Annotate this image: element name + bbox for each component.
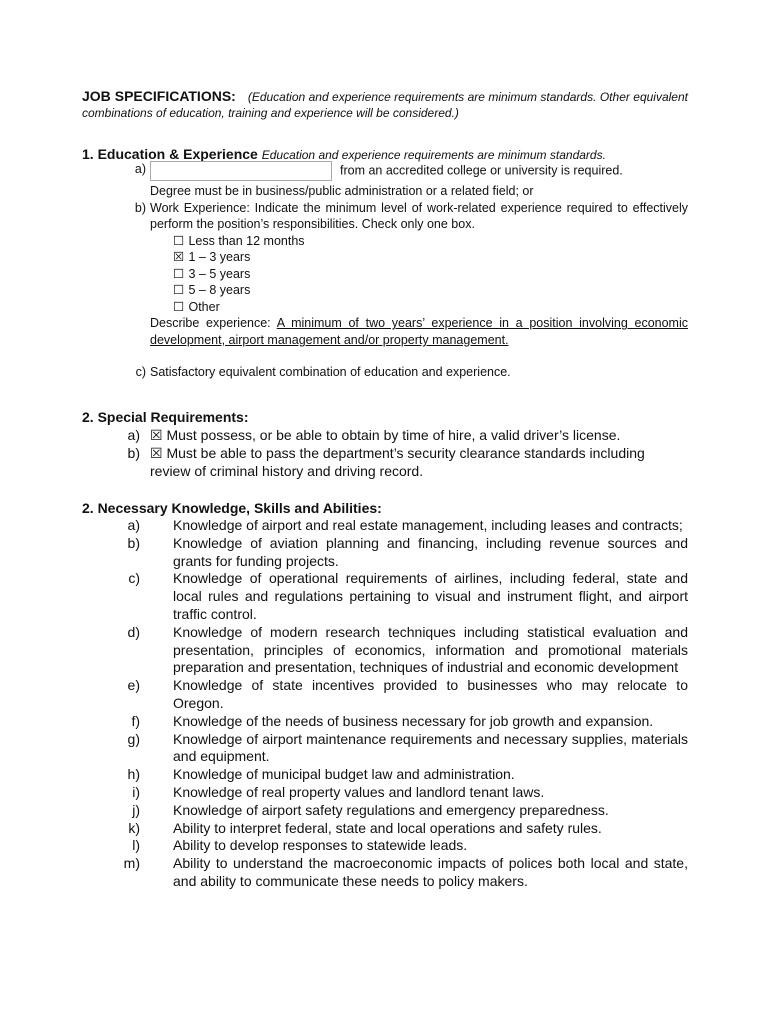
ksa-text: Knowledge of airport safety regulations and emergency preparedness. xyxy=(173,801,609,818)
checkbox-icon[interactable]: ☐ xyxy=(173,233,185,248)
checkbox-icon[interactable]: ☐ xyxy=(173,299,185,314)
header-title: JOB SPECIFICATIONS: xyxy=(82,88,236,104)
ksa-item xyxy=(82,517,688,535)
section1-title: 1. Education & Experience xyxy=(82,146,258,162)
ksa-text: Knowledge of operational requirements of airlines, including federal, state and local rules and regulations pertaining to visual and instrument flight, and airport traffic control. xyxy=(173,570,688,622)
ksa-text: Knowledge of state incentives provided to businesses who may relocate to Oregon. xyxy=(173,677,688,711)
checkbox-checked-icon[interactable]: ☒ xyxy=(173,250,185,265)
special-requirement-item xyxy=(82,444,688,480)
ksa-item xyxy=(82,731,688,767)
item-label: l) xyxy=(132,837,140,854)
ksa-item xyxy=(82,837,688,855)
item-label: b) xyxy=(127,444,140,461)
ksa-item xyxy=(82,677,688,713)
option-3-5-years[interactable] xyxy=(173,266,688,283)
item-label: e) xyxy=(127,677,140,694)
item-label: k) xyxy=(128,819,140,836)
option-other[interactable] xyxy=(173,299,688,316)
option-5-8-years[interactable] xyxy=(173,282,688,299)
ksa-item xyxy=(82,570,688,623)
education-item-b xyxy=(82,200,688,233)
item-label: b) xyxy=(127,534,140,551)
special-requirement-text: ☒ Must be able to pass the department’s security clearance standards including review of criminal history and driving record. xyxy=(150,444,645,479)
ksa-item xyxy=(82,624,688,677)
ksa-text: Ability to interpret federal, state and local operations and safety rules. xyxy=(173,819,602,836)
special-requirement-item xyxy=(82,426,688,444)
ksa-title: 2. Necessary Knowledge, Skills and Abilities: xyxy=(82,499,382,516)
ksa-item xyxy=(82,713,688,731)
ksa-item xyxy=(82,855,688,891)
section1-subtitle: Education and experience requirements are minimum standards. xyxy=(261,148,606,162)
item-label: i) xyxy=(132,783,140,800)
describe-text: A minimum of two years’ experience in a position involving economic development, airport management and/or property management. xyxy=(150,316,688,347)
item-label: c) xyxy=(135,365,146,380)
option-label: 5 – 8 years xyxy=(188,283,251,298)
header-note: (Education and experience requirements are minimum standards. Other equivalent combinations of education, training and experience will be considered.) xyxy=(82,90,688,120)
describe-experience xyxy=(82,315,688,348)
item-label: m) xyxy=(123,855,140,872)
ksa-text: Knowledge of modern research techniques including statistical evaluation and presentation, principles of economics, information and promotional materials preparation and presentation, techniques of industrial and economic development xyxy=(173,623,688,676)
checkbox-icon[interactable]: ☐ xyxy=(173,283,185,298)
option-1-3-years[interactable] xyxy=(173,249,688,266)
item-label: h) xyxy=(127,766,140,783)
option-label: Other xyxy=(188,299,220,314)
item-label: c) xyxy=(128,570,140,587)
ksa-text: Knowledge of aviation planning and financing, including revenue sources and grants for funding projects. xyxy=(173,534,688,569)
education-c-text: Satisfactory equivalent combination of education and experience. xyxy=(150,365,511,380)
education-b-text: Work Experience: Indicate the minimum level of work-related experience required to effectively perform the position’s responsibilities. Check only one box. xyxy=(150,200,688,231)
special-requirements-title: 2. Special Requirements: xyxy=(82,408,249,425)
item-label: g) xyxy=(127,730,140,747)
describe-label: Describe experience: xyxy=(150,316,271,331)
ksa-list xyxy=(82,517,688,891)
ksa-text: Knowledge of airport and real estate management, including leases and contracts; xyxy=(173,516,683,533)
degree-input-field[interactable] xyxy=(150,161,332,181)
option-label: 3 – 5 years xyxy=(188,266,251,281)
ksa-item xyxy=(82,820,688,838)
option-label: Less than 12 months xyxy=(188,233,305,248)
item-label: f) xyxy=(131,712,140,729)
education-item-a xyxy=(82,161,688,200)
checkbox-icon[interactable]: ☐ xyxy=(173,266,185,281)
item-label: a) xyxy=(134,162,146,176)
item-label: j) xyxy=(132,801,140,818)
ksa-text: Knowledge of airport maintenance requirements and necessary supplies, materials and equipment. xyxy=(173,730,688,765)
education-item-c xyxy=(82,364,688,381)
ksa-item xyxy=(82,766,688,784)
item-label: d) xyxy=(127,623,140,640)
ksa-text: Knowledge of real property values and landlord tenant laws. xyxy=(173,783,545,800)
ksa-text: Knowledge of the needs of business necessary for job growth and expansion. xyxy=(173,712,654,729)
ksa-text: Ability to understand the macroeconomic impacts of polices both local and state, and ability to communicate these needs to policy makers. xyxy=(173,855,688,889)
job-specifications-header xyxy=(82,88,688,121)
ksa-item xyxy=(82,802,688,820)
item-label: a) xyxy=(127,426,140,443)
education-a-text1: from an accredited college or university is required. xyxy=(340,163,623,178)
experience-options xyxy=(173,233,688,316)
ksa-text: Knowledge of municipal budget law and administration. xyxy=(173,766,515,783)
ksa-text: Ability to develop responses to statewide leads. xyxy=(173,837,468,854)
option-label: 1 – 3 years xyxy=(188,250,251,265)
ksa-item xyxy=(82,784,688,802)
ksa-item xyxy=(82,535,688,571)
education-a-text2: Degree must be in business/public administration or a related field; or xyxy=(150,184,534,198)
option-less-than-12-months[interactable] xyxy=(173,233,688,250)
item-label: b) xyxy=(134,200,146,215)
item-label: a) xyxy=(127,516,140,533)
document-page xyxy=(82,88,688,891)
special-requirement-text: ☒ Must possess, or be able to obtain by time of hire, a valid driver’s license. xyxy=(150,426,621,443)
